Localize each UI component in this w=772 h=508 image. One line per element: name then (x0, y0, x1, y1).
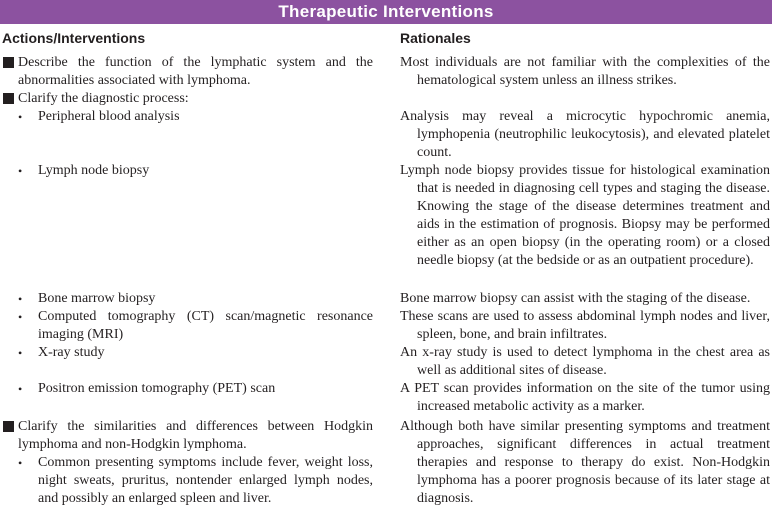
dot-bullet-icon: • (18, 292, 23, 306)
rationale-text: Analysis may reveal a microcytic hypochromic anemia, lymphopenia (neutrophilic leukocytosis), and elevated platelet count. (400, 109, 770, 160)
action-text: Clarify the diagnostic process: (18, 91, 189, 106)
action-text: Lymph node biopsy (38, 163, 150, 178)
action-text: Common presenting symptoms include fever, weight loss, night sweats, pruritus, nontender enlarged lymph nodes, and possibly an enlarged spleen and liver. (38, 455, 373, 506)
action-text: X-ray study (38, 345, 105, 360)
dot-bullet-icon: • (18, 346, 23, 360)
rationale-text: A PET scan provides information on the site of the tumor using increased metabolic activity as a marker. (400, 381, 770, 414)
dot-bullet-icon: • (18, 110, 23, 124)
action-text: Peripheral blood analysis (38, 109, 180, 124)
square-bullet-icon (3, 421, 14, 432)
action-text: Computed tomography (CT) scan/magnetic resonance imaging (MRI) (38, 309, 373, 342)
rationale-text: Lymph node biopsy provides tissue for histological examination that is needed in diagnosing cell types and staging the disease. Knowing the stage of the disease determines treatment and aids in the estimation of prognosis. Biopsy may be performed either as an open biopsy (in the operating room) or a closed needle biopsy (at the bedside or as an outpatient procedure). (400, 163, 770, 268)
rationale-text: An x-ray study is used to detect lymphoma in the chest area as well as additional sites of disease. (400, 345, 770, 378)
section-title: Therapeutic Interventions (278, 2, 494, 21)
square-bullet-icon (3, 93, 14, 104)
column-headers (0, 24, 772, 56)
action-text: Describe the function of the lymphatic system and the abnormalities associated with lymphoma. (18, 55, 373, 88)
action-text: Bone marrow biopsy (38, 291, 156, 306)
dot-bullet-icon: • (18, 164, 23, 178)
action-text: Positron emission tomography (PET) scan (38, 381, 276, 396)
square-bullet-icon (3, 57, 14, 68)
section-header (0, 0, 772, 24)
rationale-text: Most individuals are not familiar with the complexities of the hematological system unless an illness strikes. (400, 55, 770, 88)
dot-bullet-icon: • (18, 382, 23, 396)
dot-bullet-icon: • (18, 310, 23, 324)
rationale-text: Although both have similar presenting symptoms and treatment approaches, significant differences in actual treatment therapies and response to therapy do exist. Non-Hodgkin lymphoma has a poorer prognosis because of its later stage at diagnosis. (400, 419, 770, 506)
actions-column-heading: Actions/Interventions (2, 30, 146, 46)
rationale-text: These scans are used to assess abdominal lymph nodes and liver, spleen, bone, and brain infiltrates. (400, 309, 770, 342)
rationales-column-heading: Rationales (400, 30, 471, 46)
rationale-text: Bone marrow biopsy can assist with the staging of the disease. (400, 291, 751, 306)
dot-bullet-icon: • (18, 456, 23, 470)
action-text: Clarify the similarities and differences between Hodgkin lymphoma and non-Hodgkin lymphoma. (18, 419, 373, 452)
